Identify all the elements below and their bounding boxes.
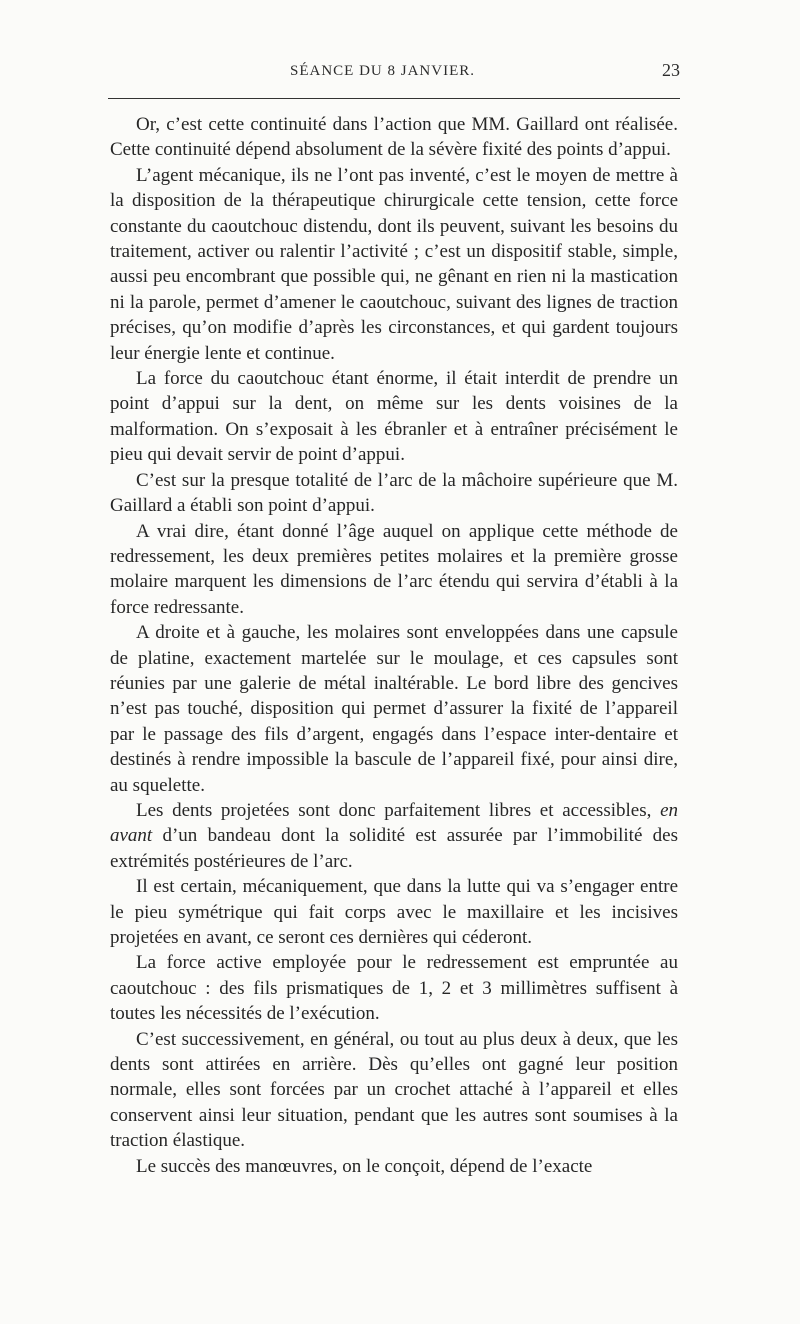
paragraph-text: Les dents projetées sont donc parfaitement libres et accessibles, xyxy=(136,799,661,821)
page-number: 23 xyxy=(662,60,680,80)
paragraph: L’agent mécanique, ils ne l’ont pas inventé, c’est le moyen de mettre à la disposition de la thérapeutique chirurgicale cette tension, cette force constante du caoutchouc distendu, dont ils peuvent, suivant les besoins du traitement, activer ou ralentir l’activité ; c’est un dispositif stable, simple, aussi peu encombrant que possible qui, ne gênant en rien ni la mastication ni la parole, permet d’amener le caoutchouc, suivant des lignes de traction précises, qu’on modifie d’après les circonstances, et qui gardent toujours leur énergie lente et continue. xyxy=(110,164,678,364)
paragraph: Le succès des manœuvres, on le conçoit, dépend de l’exacte xyxy=(136,1155,593,1177)
header-rule xyxy=(108,98,680,99)
paragraph xyxy=(110,798,678,874)
paragraph: Or, c’est cette continuité dans l’action que MM. Gaillard ont réalisée. Cette continuité dépend absolument de la sévère fixité des points d’appui. xyxy=(110,114,678,161)
page-header xyxy=(110,58,680,88)
paragraph: A vrai dire, étant donné l’âge auquel on applique cette méthode de redressement, les deux premières petites molaires et la première grosse molaire marquent les dimensions de l’arc étendu qui servira d’établi à la force redressante. xyxy=(110,520,678,618)
paragraph: C’est sur la presque totalité de l’arc de la mâchoire supérieure que M. Gaillard a établi son point d’appui. xyxy=(110,469,678,517)
paragraph: La force active employée pour le redressement est empruntée au caoutchouc : des fils prismatiques de 1, 2 et 3 millimètres suffisent à toutes les nécessités de l’exécution. xyxy=(110,952,678,1025)
emphasis-text: en avant xyxy=(110,799,678,847)
paragraph: Il est certain, mécaniquement, que dans la lutte qui va s’engager entre le pieu symétrique qui fait corps avec le maxillaire et les incisives projetées en avant, ce seront ces dernières qui céderont. xyxy=(110,876,678,948)
running-title: SÉANCE DU 8 JANVIER. xyxy=(290,63,475,79)
paragraph: La force du caoutchouc étant énorme, il était interdit de prendre un point d’appui sur la dent, on même sur les dents voisines de la malformation. On s’exposait à les ébranler et à entraîner précisément le pieu qui devait servir de point d’appui. xyxy=(110,368,678,466)
paragraph: C’est successivement, en général, ou tout au plus deux à deux, que les dents sont attirées en arrière. Dès qu’elles ont gagné leur position normale, elles sont forcées par un crochet attaché à l’appareil et elles conservent ainsi leur situation, pendant que les autres sont soumises à la traction élastique. xyxy=(110,1028,678,1152)
paragraph: A droite et à gauche, les molaires sont enveloppées dans une capsule de platine, exactement martelée sur le moulage, et ces capsules sont réunies par une galerie de métal inaltérable. Le bord libre des gencives n’est pas touché, disposition qui permet d’assurer la fixité de l’appareil par le passage des fils d’argent, engagés dans l’espace inter-dentaire et destinés à rendre impossible la bascule de l’appareil fixé, pour ainsi dire, au squelette. xyxy=(110,622,678,796)
paragraph-text: d’un bandeau dont la solidité est assurée par l’immobilité des extrémités postérieures de l’arc. xyxy=(110,825,678,872)
body-text xyxy=(110,112,678,1179)
